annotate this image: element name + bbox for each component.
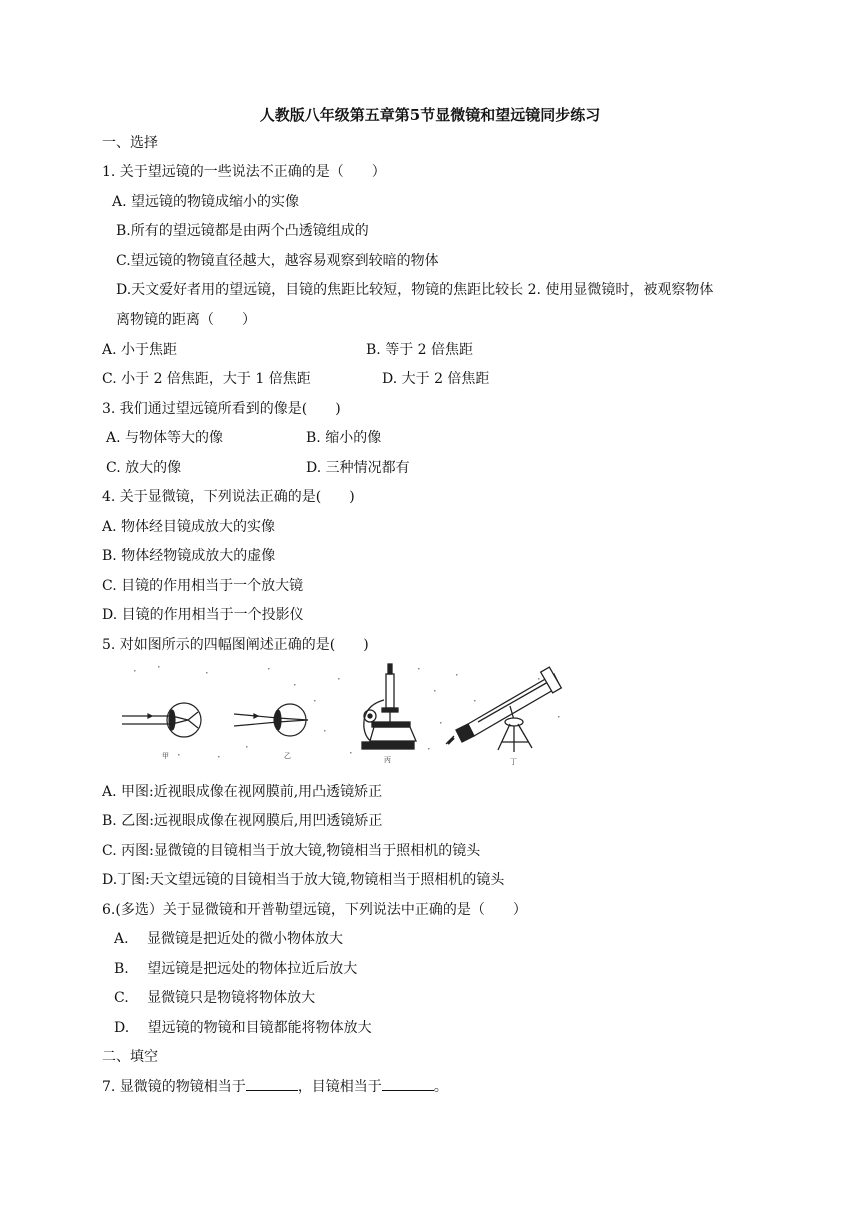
question-1-option-c: C.望远镜的物镜直径越大，越容易观察到较暗的物体 — [116, 253, 439, 269]
question-7-text-2: ，目镜相当于 — [297, 1079, 382, 1095]
question-4-option-a: A. 物体经目镜成放大的实像 — [102, 519, 276, 535]
question-4-option-c: C. 目镜的作用相当于一个放大镜 — [102, 578, 304, 594]
figure-caption-ding: 丁 — [510, 758, 517, 766]
question-3-option-d: D. 三种情况都有 — [306, 460, 410, 476]
question-6-option-c: C. 显微镜只是物镜将物体放大 — [114, 990, 316, 1006]
question-3-stem: 3. 我们通过望远镜所看到的像是( ) — [102, 401, 341, 417]
page-title: 人教版八年级第五章第5节显微镜和望远镜同步练习 — [259, 106, 601, 124]
figure-caption-jia: 甲 — [162, 752, 169, 760]
figure-caption-bing: 丙 — [384, 756, 391, 764]
question-6-option-a: A. 显微镜是把近处的微小物体放大 — [114, 931, 344, 947]
question-1-option-d: D.天文爱好者用的望远镜，目镜的焦距比较短，物镜的焦距比较长 2. 使用显微镜时，被观察物体 — [116, 282, 714, 298]
question-3-option-c: C. 放大的像 — [106, 460, 182, 476]
question-4-option-b: B. 物体经物镜成放大的虚像 — [102, 548, 276, 564]
figure-bing-microscope — [362, 664, 416, 749]
question-7-text-1: 7. 显微镜的物镜相当于 — [102, 1079, 246, 1095]
question-5-figures — [118, 660, 570, 770]
figure-jia-eye-diagram — [122, 703, 201, 737]
question-2-option-c: C. 小于 2 倍焦距，大于 1 倍焦距 — [102, 371, 311, 387]
answer-blank-eyepiece[interactable] — [382, 1078, 434, 1091]
question-5-option-d: D.丁图:天文望远镜的目镜相当于放大镜,物镜相当于照相机的镜头 — [102, 872, 505, 888]
question-6-option-d: D. 望远镜的物镜和目镜都能将物体放大 — [114, 1020, 372, 1036]
question-1-option-a: A. 望远镜的物镜成缩小的实像 — [112, 194, 300, 210]
question-1-option-b: B.所有的望远镜都是由两个凸透镜组成的 — [116, 223, 369, 239]
question-2-option-b: B. 等于 2 倍焦距 — [366, 342, 473, 358]
question-2-option-d: D. 大于 2 倍焦距 — [382, 371, 490, 387]
figure-ding-telescope — [446, 667, 561, 752]
section-heading-choice: 一、选择 — [102, 135, 158, 151]
question-7 — [102, 1078, 448, 1096]
question-6-stem: 6.(多选）关于显微镜和开普勒望远镜，下列说法中正确的是（ ） — [102, 902, 527, 918]
question-7-text-3: 。 — [433, 1079, 448, 1095]
answer-blank-objective[interactable] — [246, 1078, 298, 1091]
question-5-option-c: C. 丙图:显微镜的目镜相当于放大镜,物镜相当于照相机的镜头 — [102, 843, 481, 859]
question-3-option-a: A. 与物体等大的像 — [106, 430, 224, 446]
question-4-option-d: D. 目镜的作用相当于一个投影仪 — [102, 607, 304, 623]
question-4-stem: 4. 关于显微镜，下列说法正确的是( ) — [102, 489, 355, 505]
figure-caption-yi: 乙 — [284, 752, 291, 760]
question-5-stem: 5. 对如图所示的四幅图阐述正确的是( ) — [102, 637, 369, 653]
question-2-stem-continued: 离物镜的距离（ ） — [116, 312, 256, 328]
question-3-option-b: B. 缩小的像 — [306, 430, 382, 446]
question-2-option-a: A. 小于焦距 — [102, 342, 178, 358]
question-1-stem: 1. 关于望远镜的一些说法不正确的是（ ） — [102, 164, 386, 180]
question-5-option-b: B. 乙图:远视眼成像在视网膜后,用凹透镜矫正 — [102, 813, 383, 829]
question-6-option-b: B. 望远镜是把远处的物体拉近后放大 — [114, 961, 358, 977]
figure-yi-eye-diagram — [234, 704, 308, 736]
section-heading-fill-in: 二、填空 — [102, 1049, 158, 1065]
question-5-option-a: A. 甲图:近视眼成像在视网膜前,用凸透镜矫正 — [102, 784, 383, 800]
